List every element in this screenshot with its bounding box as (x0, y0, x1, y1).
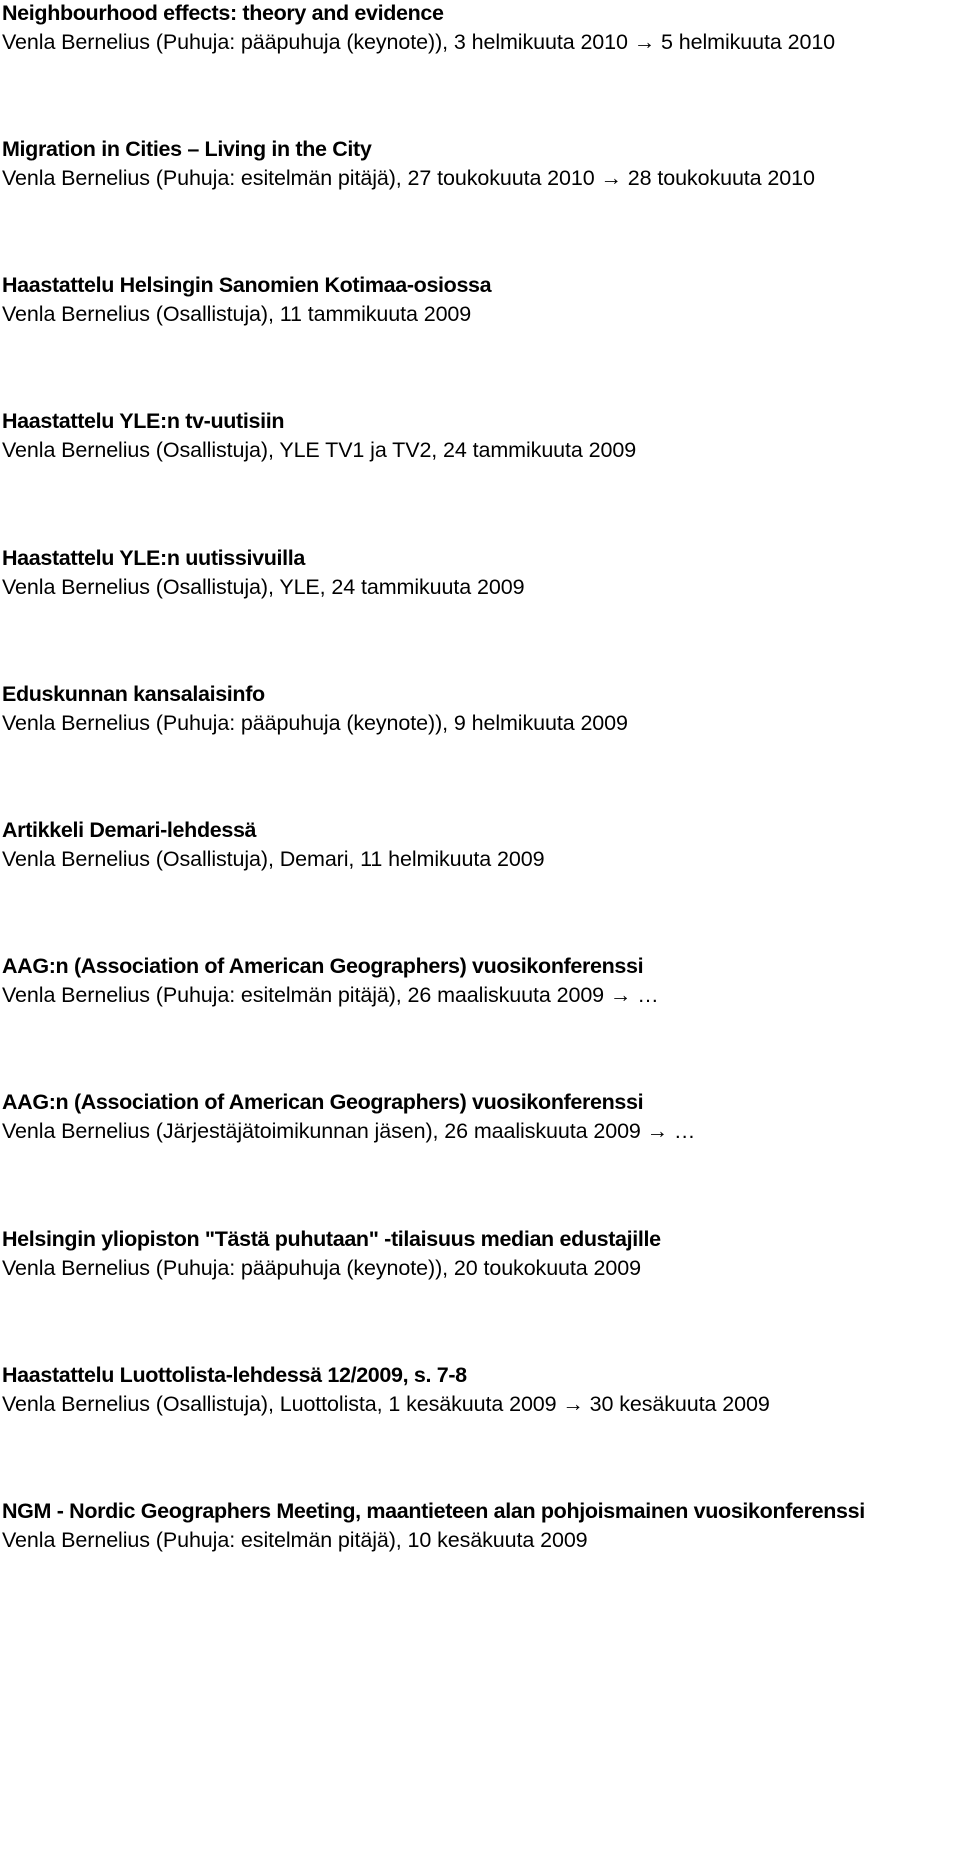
activity-title[interactable]: Neighbourhood effects: theory and evidence (2, 1, 444, 25)
activity-meta: Venla Bernelius (Puhuja: esitelmän pitäjä), 27 toukokuuta 2010 → 28 toukokuuta 2010 (2, 166, 815, 190)
activity-meta: Venla Bernelius (Puhuja: esitelmän pitäjä), 10 kesäkuuta 2009 (2, 1528, 588, 1552)
activity-item (0, 0, 960, 80)
activity-item (0, 1498, 960, 1578)
activity-item (0, 272, 960, 352)
activity-title[interactable]: Haastattelu YLE:n uutissivuilla (2, 546, 305, 570)
activity-title[interactable]: NGM - Nordic Geographers Meeting, maantieteen alan pohjoismainen vuosikonferenssi (2, 1499, 865, 1523)
activity-meta: Venla Bernelius (Puhuja: pääpuhuja (keynote)), 20 toukokuuta 2009 (2, 1256, 641, 1280)
activity-title[interactable]: Migration in Cities – Living in the City (2, 137, 372, 161)
activity-meta: Venla Bernelius (Osallistuja), 11 tammikuuta 2009 (2, 302, 472, 326)
activity-meta: Venla Bernelius (Osallistuja), YLE TV1 ja TV2, 24 tammikuuta 2009 (2, 438, 637, 462)
activity-item (0, 1089, 960, 1169)
activity-meta: Venla Bernelius (Puhuja: pääpuhuja (keynote)), 3 helmikuuta 2010 → 5 helmikuuta 2010 (2, 30, 836, 54)
activity-meta: Venla Bernelius (Puhuja: esitelmän pitäjä), 26 maaliskuuta 2009 → … (2, 983, 659, 1007)
activity-item (0, 1362, 960, 1442)
activity-title[interactable]: Eduskunnan kansalaisinfo (2, 682, 265, 706)
activity-item (0, 953, 960, 1033)
activity-title[interactable]: Haastattelu Helsingin Sanomien Kotimaa-osiossa (2, 273, 492, 297)
activity-title[interactable]: Haastattelu Luottolista-lehdessä 12/2009, s. 7-8 (2, 1363, 467, 1387)
activity-item (0, 681, 960, 761)
activity-title[interactable]: AAG:n (Association of American Geographers) vuosikonferenssi (2, 1090, 644, 1114)
activity-title[interactable]: AAG:n (Association of American Geographers) vuosikonferenssi (2, 954, 644, 978)
activity-meta: Venla Bernelius (Järjestäjätoimikunnan jäsen), 26 maaliskuuta 2009 → … (2, 1119, 696, 1143)
activity-item (0, 136, 960, 216)
activity-title[interactable]: Haastattelu YLE:n tv-uutisiin (2, 409, 285, 433)
activity-item (0, 817, 960, 897)
activity-title[interactable]: Artikkeli Demari-lehdessä (2, 818, 257, 842)
activity-item (0, 545, 960, 625)
activity-item (0, 1226, 960, 1306)
activity-title[interactable]: Helsingin yliopiston "Tästä puhutaan" -tilaisuus median edustajille (2, 1227, 661, 1251)
activity-meta: Venla Bernelius (Puhuja: pääpuhuja (keynote)), 9 helmikuuta 2009 (2, 711, 628, 735)
activity-meta: Venla Bernelius (Osallistuja), Demari, 11 helmikuuta 2009 (2, 847, 545, 871)
activity-meta: Venla Bernelius (Osallistuja), Luottolista, 1 kesäkuuta 2009 → 30 kesäkuuta 2009 (2, 1392, 770, 1416)
activity-item (0, 408, 960, 488)
activity-meta: Venla Bernelius (Osallistuja), YLE, 24 tammikuuta 2009 (2, 575, 525, 599)
